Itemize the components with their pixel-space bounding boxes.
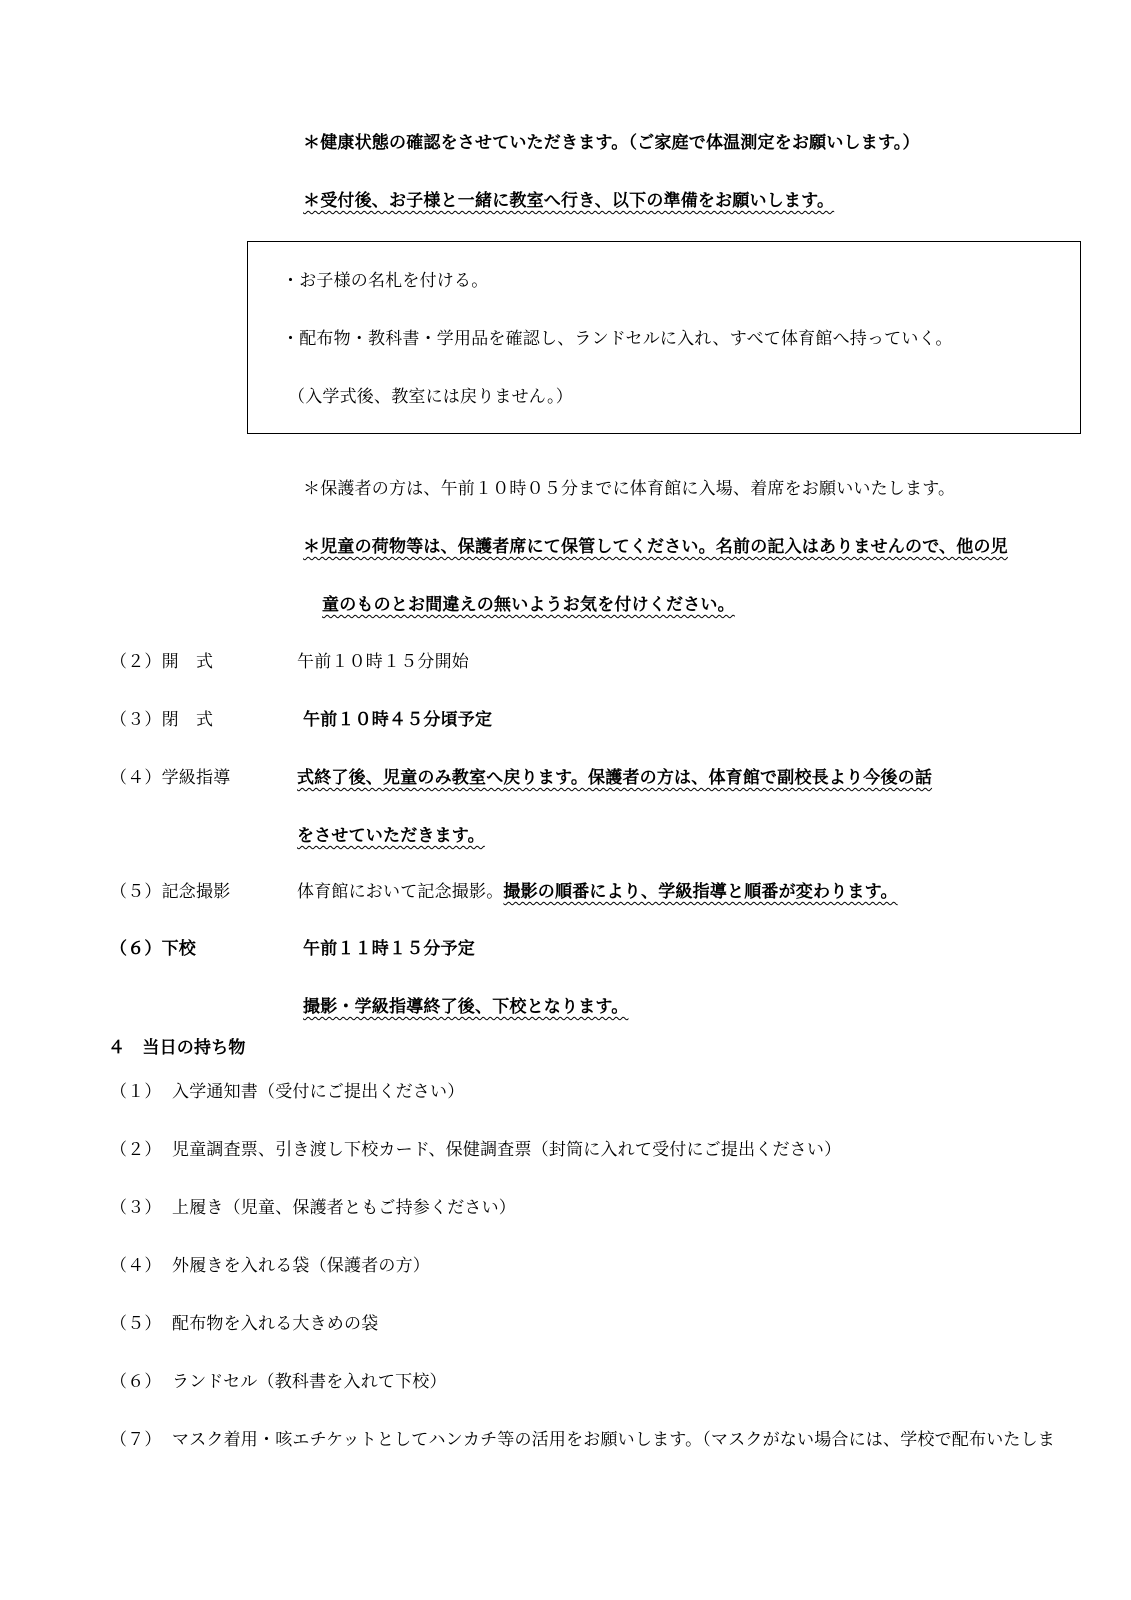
belongings-item	[110, 1428, 1055, 1452]
belongings-text: ランドセル（教科書を入れて下校）	[172, 1372, 447, 1392]
belongings-text: マスク着用・咳エチケットとしてハンカチ等の活用をお願いします。（マスクがない場合には、学校で配布いたしま	[172, 1430, 1056, 1450]
belongings-text: 配布物を入れる大きめの袋	[172, 1314, 379, 1334]
box-item-no-return: （入学式後、教室には戻りません。）	[288, 387, 573, 407]
belongings-item	[110, 1196, 516, 1220]
belongings-num: （７）	[110, 1430, 162, 1450]
belongings-num: （１）	[110, 1082, 162, 1102]
note-luggage-line2-text: 童のものとお間違えの無いようお気を付けください。	[322, 595, 735, 615]
schedule-value-class-guidance-line1	[297, 766, 932, 790]
note-after-reception-text: ＊受付後、お子様と一緒に教室へ行き、以下の準備をお願いします。	[303, 191, 835, 211]
schedule-label-opening: （２）開 式	[110, 652, 214, 672]
belongings-text: 外履きを入れる袋（保護者の方）	[172, 1256, 430, 1276]
photo-plain-text: 体育館において記念撮影。	[297, 882, 504, 902]
dismissal-line2-text: 撮影・学級指導終了後、下校となります。	[303, 997, 629, 1017]
belongings-item	[110, 1138, 841, 1162]
note-guardian-entry: ＊保護者の方は、午前１０時０５分までに体育館に入場、着席をお願いいたします。	[303, 479, 956, 499]
belongings-item	[110, 1254, 430, 1278]
schedule-value-class-guidance-line2	[297, 824, 485, 848]
schedule-label-photo: （５）記念撮影	[110, 882, 231, 902]
belongings-item	[110, 1080, 464, 1104]
note-after-reception	[303, 189, 834, 213]
note-health-check: ＊健康状態の確認をさせていただきます。（ご家庭で体温測定をお願いします。）	[303, 133, 920, 153]
belongings-item	[110, 1312, 378, 1336]
section4-heading: ４ 当日の持ち物	[108, 1038, 246, 1058]
schedule-label-class-guidance: （４）学級指導	[110, 768, 231, 788]
belongings-num: （６）	[110, 1372, 162, 1392]
belongings-text: 児童調査票、引き渡し下校カード、保健調査票（封筒に入れて受付にご提出ください）	[172, 1140, 842, 1160]
box-item-nametag: ・お子様の名札を付ける。	[282, 271, 489, 291]
belongings-num: （５）	[110, 1314, 162, 1334]
schedule-value-dismissal-line2	[303, 995, 628, 1019]
class-guidance-line2-text: をさせていただきます。	[297, 826, 485, 846]
schedule-label-closing: （３）閉 式	[110, 710, 214, 730]
schedule-value-opening: 午前１０時１５分開始	[297, 652, 469, 672]
note-luggage-line1-text: ＊児童の荷物等は、保護者席にて保管してください。名前の記入はありませんので、他の児	[303, 537, 1008, 557]
belongings-num: （４）	[110, 1256, 162, 1276]
box-item-materials: ・配布物・教科書・学用品を確認し、ランドセルに入れ、すべて体育館へ持っていく。	[282, 329, 953, 349]
class-guidance-line1-text: 式終了後、児童のみ教室へ戻ります。保護者の方は、体育館で副校長より今後の話	[297, 768, 933, 788]
schedule-value-closing: 午前１０時４５分頃予定	[303, 710, 493, 730]
belongings-text: 入学通知書（受付にご提出ください）	[172, 1082, 465, 1102]
note-luggage-line2	[322, 593, 735, 617]
photo-emphasis-text: 撮影の順番により、学級指導と順番が変わります。	[503, 882, 898, 902]
schedule-value-dismissal-line1: 午前１１時１５分予定	[303, 939, 475, 959]
schedule-value-photo	[297, 880, 898, 904]
belongings-item	[110, 1370, 447, 1394]
belongings-num: （２）	[110, 1140, 162, 1160]
belongings-text: 上履き（児童、保護者ともご持参ください）	[172, 1198, 516, 1218]
note-luggage-line1	[303, 535, 1008, 559]
belongings-num: （３）	[110, 1198, 162, 1218]
schedule-label-dismissal: （６）下校	[110, 939, 196, 959]
